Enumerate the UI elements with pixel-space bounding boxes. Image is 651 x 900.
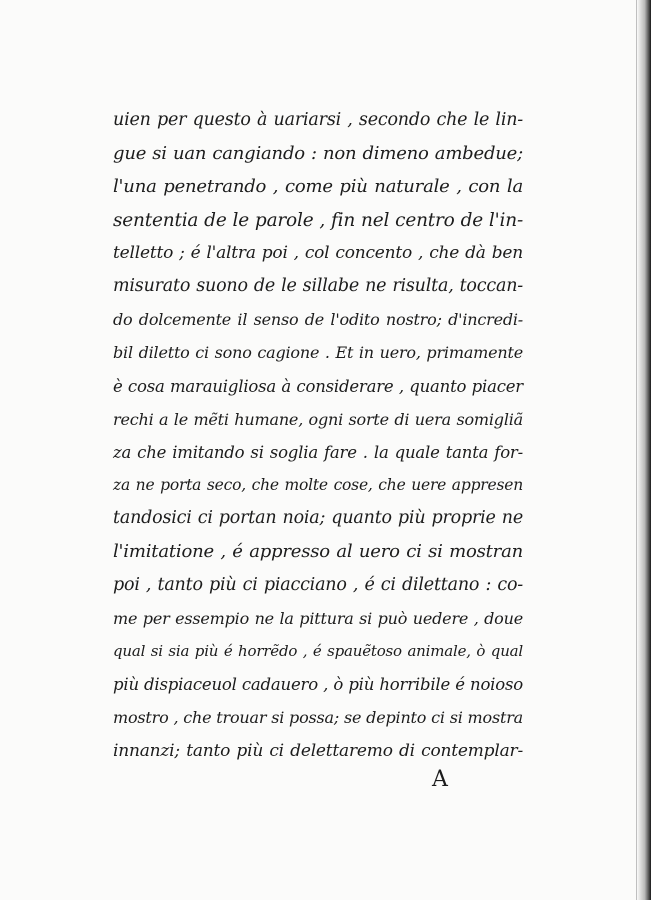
text-line: za ne porta seco, che molte cose, che uere appresen <box>113 476 523 495</box>
text-line: innanzi; tanto più ci delettaremo di contemplar- <box>113 740 523 761</box>
binding-shadow <box>637 0 651 900</box>
text-line: gue si uan cangiando : non dimeno ambedue; <box>113 143 523 165</box>
text-line: l'una penetrando , come più naturale , con la <box>113 176 523 198</box>
text-line: sententia de le parole , fin nel centro de l'in- <box>113 209 523 231</box>
text-line: tandosici ci portan noia; quanto più proprie ne <box>113 508 523 529</box>
text-line: me per essempio ne la pittura si può uedere , doue <box>113 608 523 628</box>
text-line: bil diletto ci sono cagione . Et in uero, primamente <box>113 343 523 363</box>
text-line: misurato suono de le sillabe ne risulta, toccan- <box>113 275 523 296</box>
text-line: qual si sia più é horrẽdo , é spauẽtoso animale, ò qual <box>113 642 523 660</box>
signature-mark: A <box>432 767 448 792</box>
text-line: uien per questo à uariarsi , secondo che le lin- <box>113 110 523 130</box>
text-line: più dispiaceuol cadauero , ò più horribile é noioso <box>113 675 523 695</box>
text-line: rechi a le mẽti humane, ogni sorte di uera somigliã <box>113 409 523 429</box>
text-line: telletto ; é l'altra poi , col concento , che dà ben <box>113 242 523 263</box>
text-line: è cosa marauigliosa à considerare , quanto piacer <box>113 376 523 396</box>
text-line: mostro , che trouar si possa; se depinto ci si mostra <box>113 708 523 728</box>
body-text <box>113 104 523 768</box>
text-line: l'imitatione , é appresso al uero ci si mostran <box>113 541 523 563</box>
text-line: poi , tanto più ci piacciano , é ci dilettano : co- <box>113 574 523 595</box>
text-line: za che imitando si soglia fare . la quale tanta for- <box>113 442 523 462</box>
text-line: do dolcemente il senso de l'odito nostro; d'incredi- <box>113 310 523 330</box>
